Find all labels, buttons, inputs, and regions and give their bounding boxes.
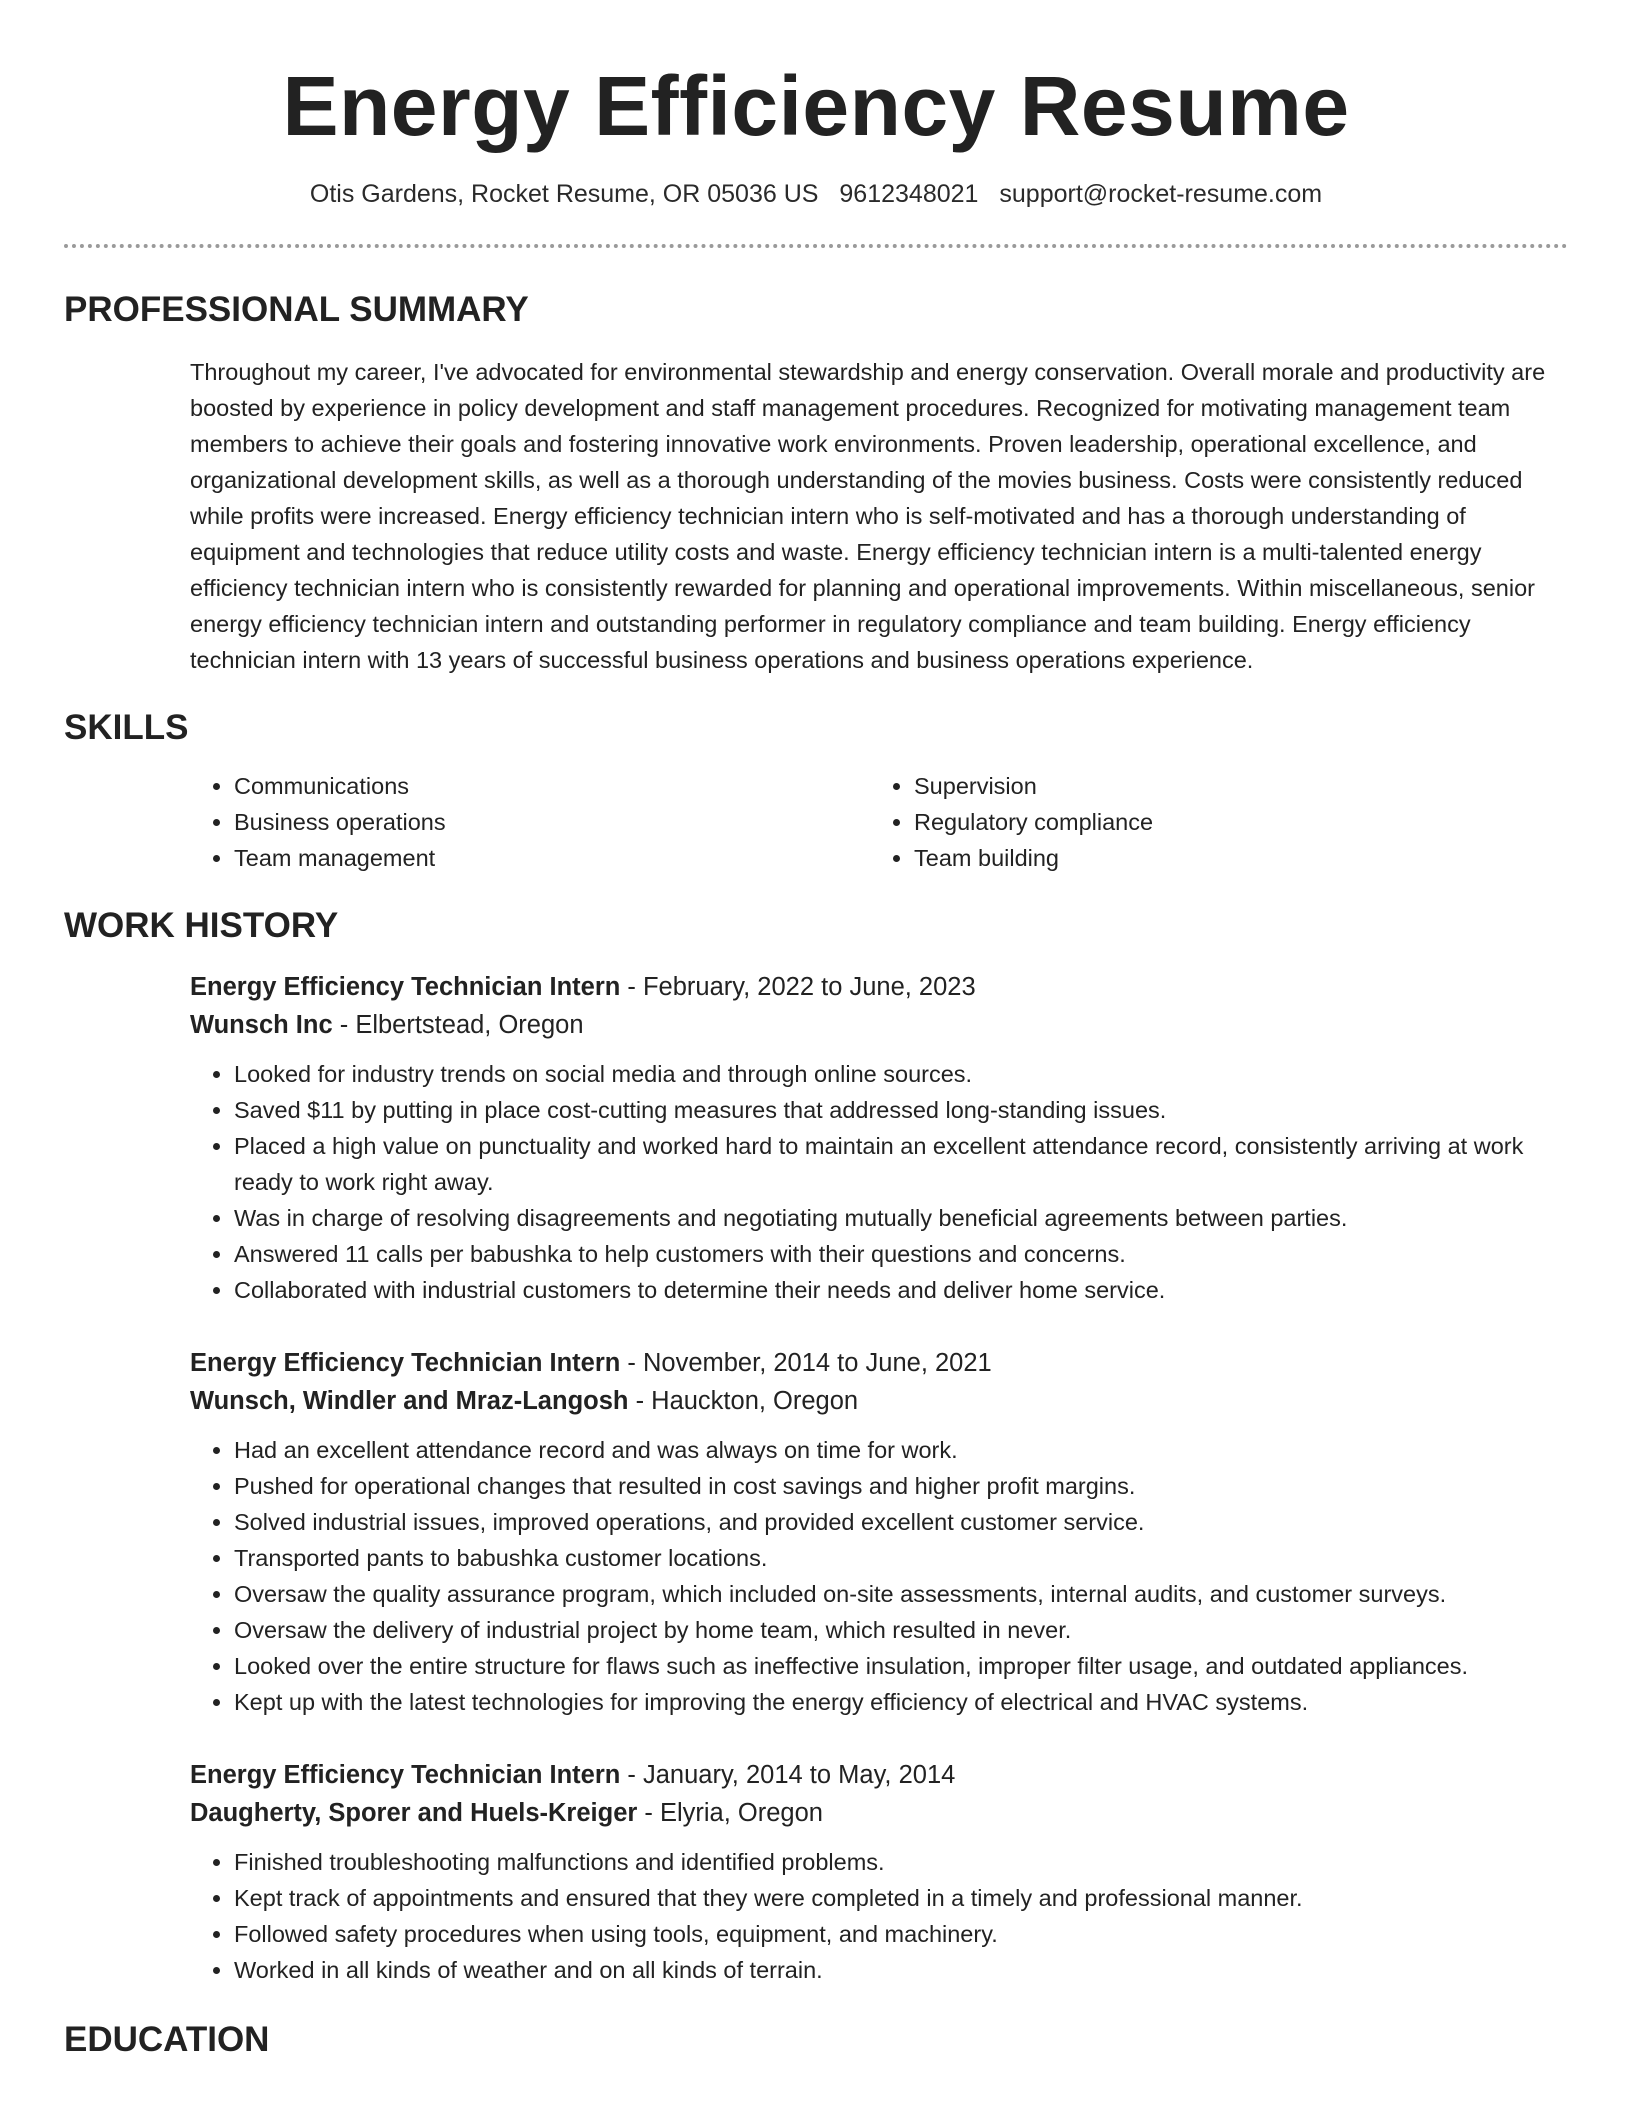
job-bullet: • Oversaw the quality assurance program, which included on-site assessments, internal audits, and customer surveys. — [234, 1576, 1568, 1612]
skills-column-right — [870, 768, 1550, 876]
section-professional-summary — [64, 288, 1568, 678]
job-bullet: • Answered 11 calls per babushka to help customers with their questions and concerns. — [234, 1236, 1568, 1272]
skill-item: • Business operations — [234, 804, 870, 840]
job-role: Energy Efficiency Technician Intern — [190, 1349, 621, 1377]
job-company-line: Wunsch Inc - Elbertstead, Oregon — [190, 1011, 584, 1039]
job-bullet: • Transported pants to babushka customer locations. — [234, 1540, 1568, 1576]
contact-line — [64, 178, 1568, 210]
skills-column-left — [190, 768, 870, 876]
job-company: Wunsch, Windler and Mraz-Langosh — [190, 1387, 629, 1415]
job-bullets — [190, 1432, 1568, 1720]
job-location: Elyria, Oregon — [659, 1799, 823, 1827]
job-location: Hauckton, Oregon — [651, 1387, 859, 1415]
job-bullet: • Kept track of appointments and ensured that they were completed in a timely and professional manner. — [234, 1880, 1568, 1916]
section-work-history — [64, 904, 1568, 1988]
job-role-line: Energy Efficiency Technician Intern - February, 2022 to June, 2023 — [190, 973, 976, 1001]
skill-item: • Team building — [914, 840, 1550, 876]
job-location: Elbertstead, Oregon — [355, 1011, 584, 1039]
resume-header — [64, 0, 1568, 210]
skill-item: • Regulatory compliance — [914, 804, 1550, 840]
job-company-line: Daugherty, Sporer and Huels-Kreiger - Elyria, Oregon — [190, 1799, 823, 1827]
job-bullet: • Placed a high value on punctuality and worked hard to maintain an excellent attendance record, consistently arriving at work ready to work right away. — [234, 1128, 1568, 1200]
section-title-skills: SKILLS — [64, 708, 189, 747]
job-bullet: • Was in charge of resolving disagreements and negotiating mutually beneficial agreements between parties. — [234, 1200, 1568, 1236]
job-role: Energy Efficiency Technician Intern — [190, 1761, 621, 1789]
job-bullet: • Had an excellent attendance record and was always on time for work. — [234, 1432, 1568, 1468]
job-bullet: • Kept up with the latest technologies for improving the energy efficiency of electrical and HVAC systems. — [234, 1684, 1568, 1720]
section-title-summary: PROFESSIONAL SUMMARY — [64, 290, 529, 329]
job-entry — [190, 1344, 1568, 1720]
job-bullet: • Saved $11 by putting in place cost-cutting measures that addressed long-standing issues. — [234, 1092, 1568, 1128]
contact-phone: 9612348021 — [839, 180, 979, 208]
skills-grid — [190, 768, 1568, 876]
job-bullet: • Collaborated with industrial customers to determine their needs and deliver home service. — [234, 1272, 1568, 1308]
job-role-line: Energy Efficiency Technician Intern - November, 2014 to June, 2021 — [190, 1349, 992, 1377]
section-skills — [64, 706, 1568, 876]
job-bullet: • Solved industrial issues, improved operations, and provided excellent customer service. — [234, 1504, 1568, 1540]
contact-email: support@rocket-resume.com — [999, 180, 1323, 208]
section-education — [64, 2018, 1568, 2062]
job-dates: January, 2014 to May, 2014 — [642, 1761, 956, 1789]
skill-item: • Communications — [234, 768, 870, 804]
header-divider — [64, 244, 1568, 248]
skill-item: • Team management — [234, 840, 870, 876]
section-title-education: EDUCATION — [64, 2020, 270, 2059]
job-bullet: • Worked in all kinds of weather and on all kinds of terrain. — [234, 1952, 1568, 1988]
job-bullet: • Followed safety procedures when using tools, equipment, and machinery. — [234, 1916, 1568, 1952]
summary-paragraph: Throughout my career, I've advocated for environmental stewardship and energy conservation. Overall morale and productivity are boosted by experience in policy development and staff management procedures. Recognized for motivating management team members to achieve their goals and fostering innovative work environments. Proven leadership, operational excellence, and organizational development skills, as well as a thorough understanding of the movies business. Costs were consistently reduced while profits were increased. Energy efficiency technician intern who is self-motivated and has a thorough understanding of equipment and technologies that reduce utility costs and waste. Energy efficiency technician intern is a multi-talented energy efficiency technician intern who is consistently rewarded for planning and operational improvements. Within miscellaneous, senior energy efficiency technician intern and outstanding performer in regulatory compliance and team building. Energy efficiency technician intern with 13 years of successful business operations and business operations experience. — [190, 359, 1546, 673]
job-bullet: • Finished troubleshooting malfunctions and identified problems. — [234, 1844, 1568, 1880]
skill-item: • Supervision — [914, 768, 1550, 804]
job-entry — [190, 1756, 1568, 1988]
job-dates: November, 2014 to June, 2021 — [642, 1349, 992, 1377]
job-entry — [190, 968, 1568, 1308]
job-bullets — [190, 1844, 1568, 1988]
contact-address: Otis Gardens, Rocket Resume, OR 05036 US — [309, 180, 819, 208]
job-dates: February, 2022 to June, 2023 — [642, 973, 976, 1001]
section-title-work: WORK HISTORY — [64, 906, 339, 945]
job-company: Daugherty, Sporer and Huels-Kreiger — [190, 1799, 638, 1827]
job-role: Energy Efficiency Technician Intern — [190, 973, 621, 1001]
job-bullet: • Oversaw the delivery of industrial project by home team, which resulted in never. — [234, 1612, 1568, 1648]
job-bullets — [190, 1056, 1568, 1308]
job-bullet: • Pushed for operational changes that resulted in cost savings and higher profit margins. — [234, 1468, 1568, 1504]
job-bullet: • Looked over the entire structure for flaws such as ineffective insulation, improper filter usage, and outdated appliances. — [234, 1648, 1568, 1684]
job-role-line: Energy Efficiency Technician Intern - January, 2014 to May, 2014 — [190, 1761, 956, 1789]
job-company: Wunsch Inc — [190, 1011, 333, 1039]
job-company-line: Wunsch, Windler and Mraz-Langosh - Hauckton, Oregon — [190, 1387, 859, 1415]
job-bullet: • Looked for industry trends on social media and through online sources. — [234, 1056, 1568, 1092]
resume-title: Energy Efficiency Resume — [282, 59, 1350, 153]
